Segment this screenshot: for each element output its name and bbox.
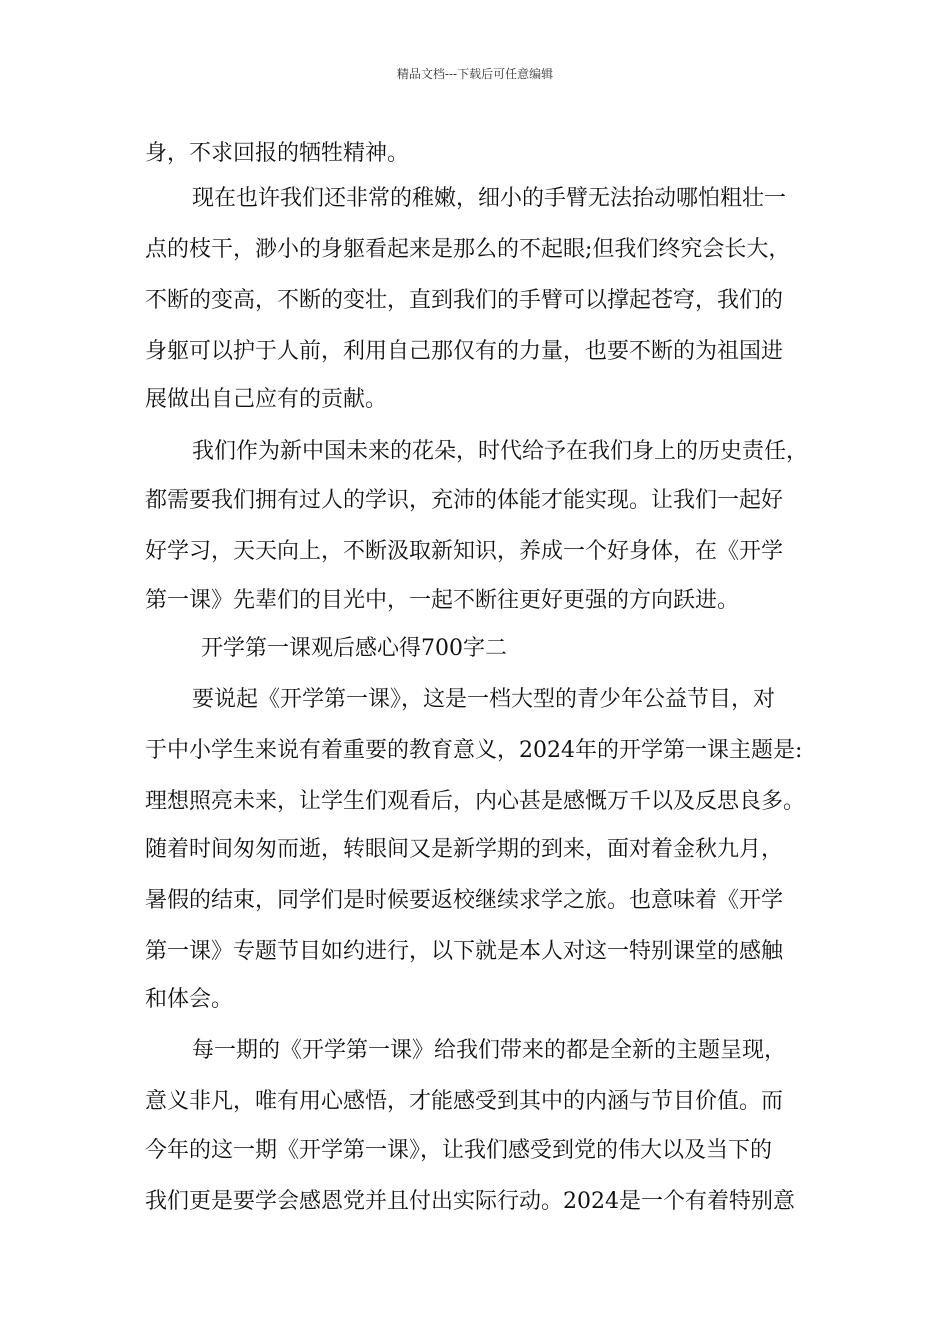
text-line: 今年的这一期《开学第一课》，让我们感受到党的伟大以及当下的 [145, 1138, 773, 1163]
paragraph-first-line: 要说起《开学第一课》，这是一档大型的青少年公益节目，对 [192, 687, 776, 712]
text-line: 意义非凡，唯有用心感悟，才能感受到其中的内涵与节目价值。而 [145, 1089, 784, 1114]
text-line: 于中小学生来说有着重要的教育意义，2024年的开学第一课主题是: [145, 738, 803, 763]
text-line: 暑假的结束，同学们是时候要返校继续求学之旅。也意味着《开学 [145, 888, 784, 913]
text-line: 第一课》先辈们的目光中，一起不断往更好更强的方向跃进。 [145, 588, 740, 613]
page-header: 精品文档---下载后可任意编辑 [396, 67, 554, 81]
text-line: 都需要我们拥有过人的学识，充沛的体能才能实现。让我们一起好 [145, 488, 784, 513]
text-line: 好学习，天天向上，不断汲取新知识，养成一个好身体，在《开学 [145, 539, 784, 564]
paragraph-first-line: 每一期的《开学第一课》给我们带来的都是全新的主题呈现， [192, 1038, 787, 1063]
text-line: 和体会。 [145, 987, 234, 1012]
section-heading: 开学第一课观后感心得700字二 [201, 636, 507, 661]
text-line: 随着时间匆匆而逝，转眼间又是新学期的到来，面对着金秋九月， [145, 837, 784, 862]
text-line: 不断的变高，不断的变壮，直到我们的手臂可以撑起苍穹，我们的 [145, 288, 784, 313]
text-line: 身躯可以护于人前，利用自己那仅有的力量，也要不断的为祖国进 [145, 339, 784, 364]
text-line: 理想照亮未来，让学生们观看后，内心甚是感慨万千以及反思良多。 [145, 789, 806, 814]
text-line: 第一课》专题节目如约进行，以下就是本人对这一特别课堂的感触 [145, 939, 784, 964]
text-line: 我们更是要学会感恩党并且付出实际行动。2024是一个有着特别意 [145, 1189, 795, 1214]
text-line: 展做出自己应有的贡献。 [145, 387, 388, 412]
text-line: 身，不求回报的牺牲精神。 [145, 141, 410, 166]
paragraph-first-line: 现在也许我们还非常的稚嫩，细小的手臂无法抬动哪怕粗壮一 [192, 186, 787, 211]
text-line: 点的枝干，渺小的身躯看起来是那么的不起眼;但我们终究会长大， [145, 237, 791, 262]
paragraph-first-line: 我们作为新中国未来的花朵，时代给予在我们身上的历史责任， [192, 439, 809, 464]
